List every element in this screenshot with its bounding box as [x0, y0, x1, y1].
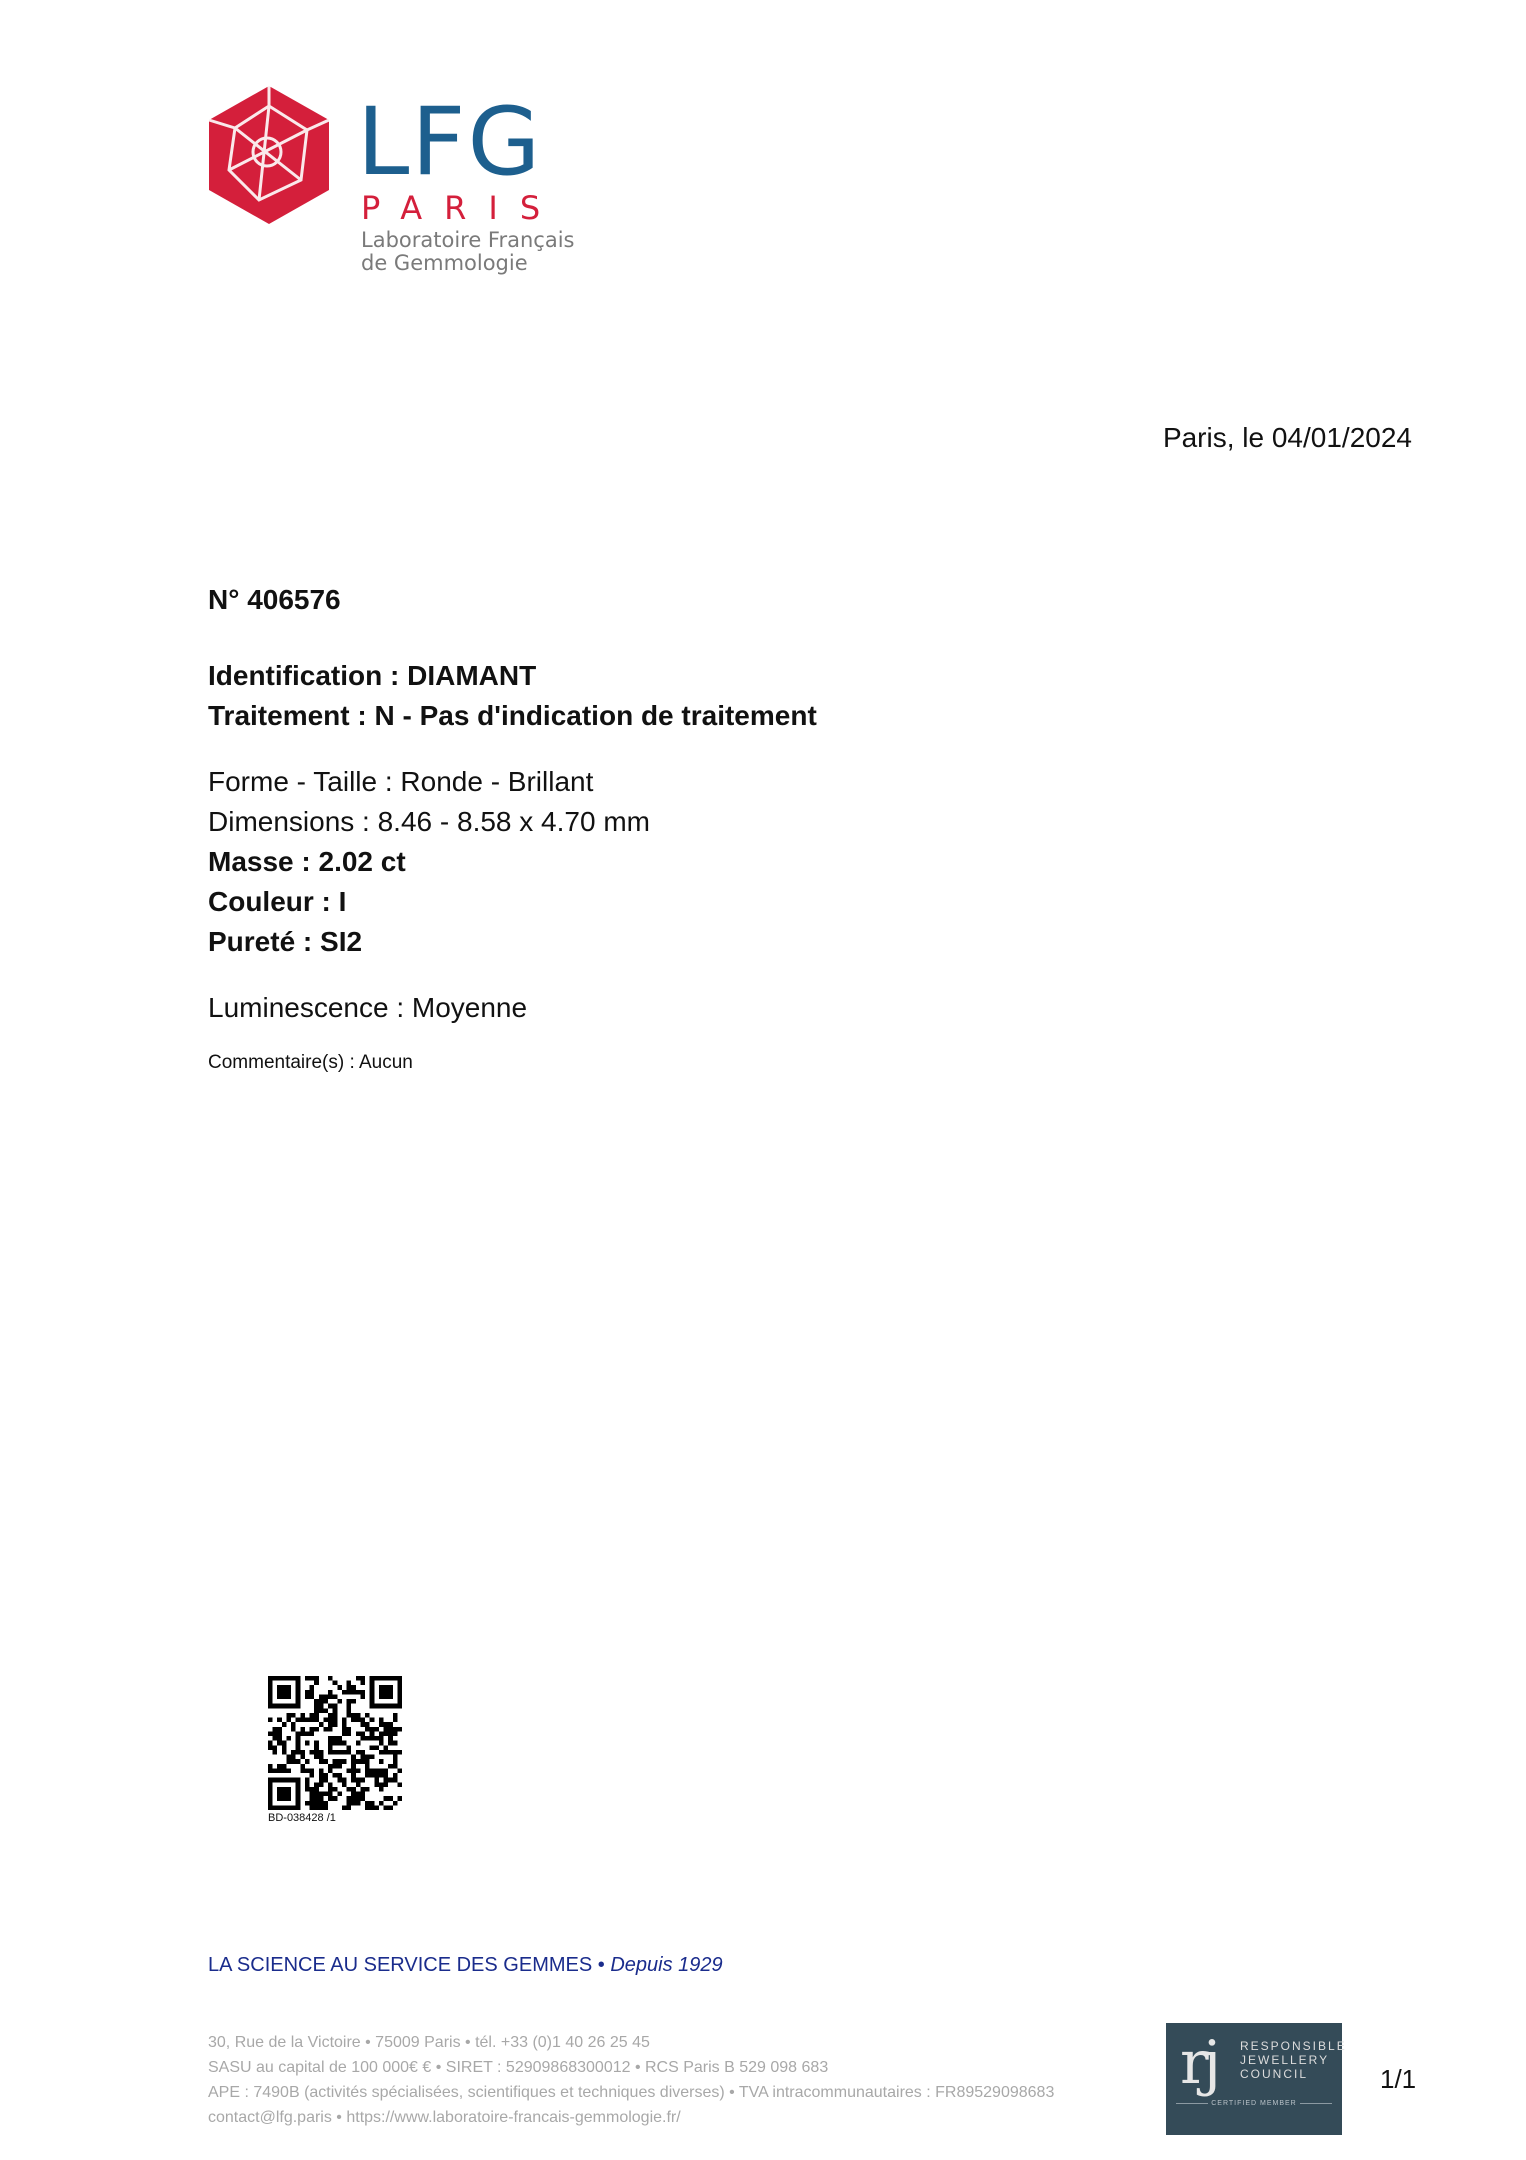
clarity-line: Pureté : SI2 — [208, 926, 363, 957]
tagline-since: Depuis 1929 — [610, 1954, 723, 1976]
footer-legal: SASU au capital de 100 000€ € • SIRET : 52909868300012 • RCS Paris B 529 098 683 — [208, 2059, 829, 2076]
dimensions-line: Dimensions : 8.46 - 8.58 x 4.70 mm — [208, 806, 650, 837]
logo-subtitle-line2: de Gemmologie — [361, 251, 528, 275]
company-footer — [208, 2030, 1054, 2130]
rjc-line2: JEWELLERY — [1240, 2053, 1330, 2067]
rjc-monogram-icon: rj — [1180, 2028, 1216, 2098]
tagline-separator: • — [597, 1954, 605, 1976]
tagline-main: LA SCIENCE AU SERVICE DES GEMMES — [208, 1954, 593, 1976]
document-date: Paris, le 04/01/2024 — [1162, 422, 1412, 453]
comments-line: Commentaire(s) : Aucun — [208, 1052, 413, 1073]
footer-address: 30, Rue de la Victoire • 75009 Paris • tél. +33 (0)1 40 26 25 45 — [208, 2034, 650, 2051]
rjc-member-label — [1176, 2099, 1332, 2109]
footer-ape: APE : 7490B (activités spécialisées, scientifiques et techniques diverses) • TVA intracommunautaires : FR89529098683 — [208, 2084, 1055, 2101]
mass-line: Masse : 2.02 ct — [208, 846, 406, 877]
tagline — [208, 1954, 723, 1977]
logo-brand-text: LFG — [357, 88, 543, 197]
logo-subtitle-line1: Laboratoire Français — [361, 228, 575, 252]
report-number: N° 406576 — [208, 584, 341, 615]
luminescence-line: Luminescence : Moyenne — [208, 992, 528, 1023]
lfg-logo — [205, 84, 605, 284]
qr-code-label: BD-038428 /1 — [268, 1812, 336, 1824]
rjc-title — [1240, 2039, 1347, 2081]
footer-contact: contact@lfg.paris • https://www.laboratoire-francais-gemmologie.fr/ — [208, 2109, 681, 2126]
rjc-line3: COUNCIL — [1240, 2067, 1309, 2081]
treatment-line: Traitement : N - Pas d'indication de traitement — [208, 700, 817, 731]
rjc-member-text: CERTIFIED MEMBER — [1208, 2100, 1300, 2107]
report-body — [208, 580, 1208, 1076]
color-line: Couleur : I — [208, 886, 347, 917]
hexagon-gem-logo-icon — [205, 84, 333, 226]
qr-code-icon[interactable] — [268, 1676, 402, 1810]
identification-line: Identification : DIAMANT — [208, 660, 537, 691]
logo-city-text: PARIS — [361, 189, 563, 227]
shape-line: Forme - Taille : Ronde - Brillant — [208, 766, 594, 797]
rjc-certification-badge — [1166, 2023, 1347, 2135]
page-number: 1/1 — [1380, 2064, 1417, 2094]
rjc-line1: RESPONSIBLE — [1240, 2039, 1347, 2053]
